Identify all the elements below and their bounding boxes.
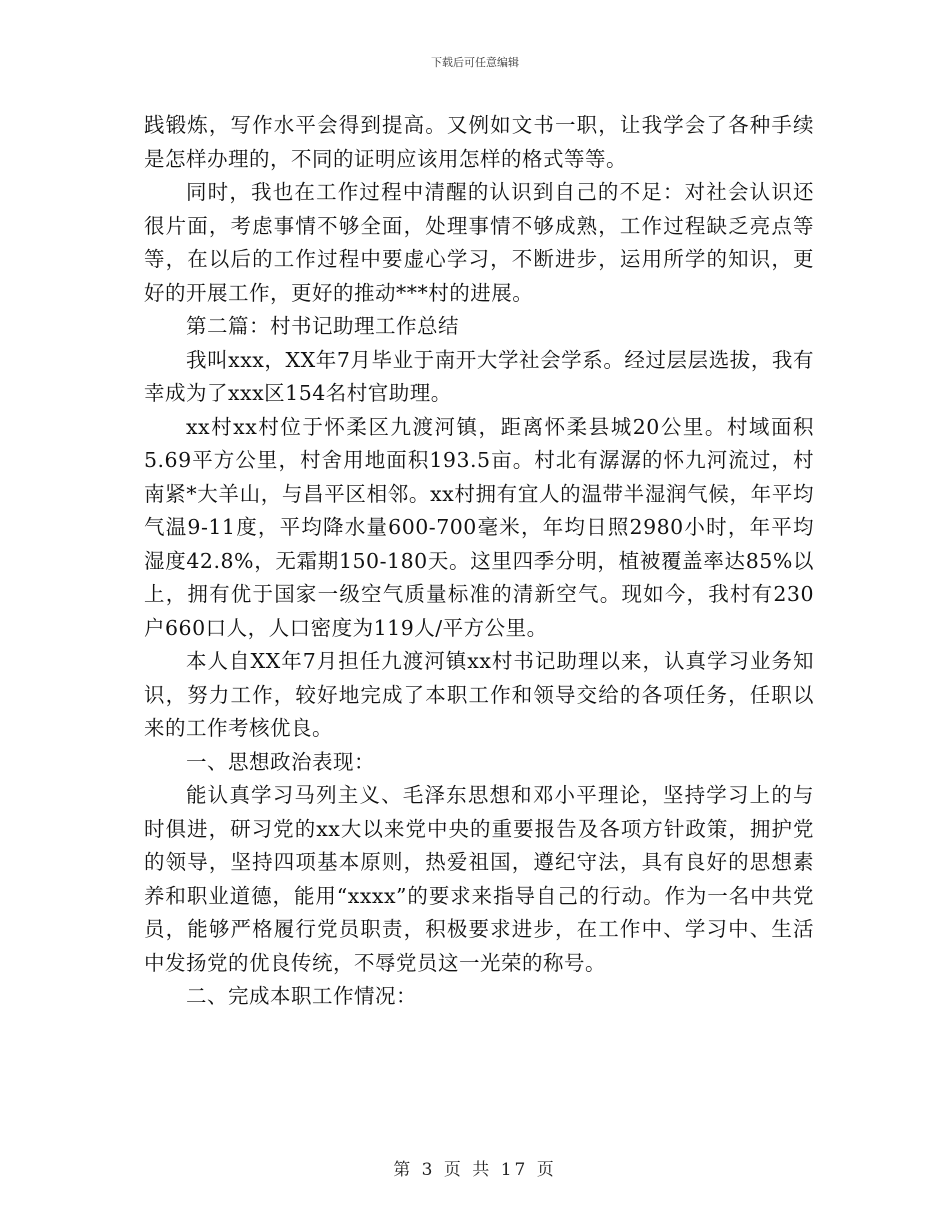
paragraph-summary: 本人自XX年7月担任九渡河镇xx村书记助理以来，认真学习业务知识，努力工作，较好地完成了本职工作和领导交给的各项任务，任职以来的工作考核优良。 [144, 649, 814, 740]
paragraph-political: 能认真学习马列主义、毛泽东思想和邓小平理论，坚持学习上的与时俱进，研习党的xx大以来党中央的重要报告及各项方针政策，拥护党的领导，坚持四项基本原则，热爱祖国，遵纪守法，具有良好的思想素养和职业道德，能用“xxxx”的要求来指导自己的行动。作为一名中共党员，能够严格履行党员职责，积极要求进步，在工作中、学习中、生活中发扬党的优良传统，不辱党员这一光荣的称号。 [144, 783, 814, 975]
section-heading-2: 第二篇：村书记助理工作总结 [186, 314, 459, 338]
paragraph-1: 践锻炼，写作水平会得到提高。又例如文书一职，让我学会了各种手续是怎样办理的，不同的证明应该用怎样的格式等等。 [144, 113, 814, 171]
subheading-political: 一、思想政治表现： [186, 749, 375, 774]
document-body [144, 109, 814, 1014]
page-number-footer: 第 3 页 共 17 页 [393, 1160, 557, 1180]
paragraph-intro: 我叫xxx，XX年7月毕业于南开大学社会学系。经过层层选拔，我有幸成为了xxx区154名村官助理。 [144, 347, 814, 405]
paragraph-2: 同时，我也在工作过程中清醒的认识到自己的不足：对社会认识还很片面，考虑事情不够全面，处理事情不够成熟，工作过程缺乏亮点等等，在以后的工作过程中要虚心学习，不断进步，运用所学的知识，更好的开展工作，更好的推动***村的进展。 [144, 180, 814, 305]
page-header-note: 下载后可任意编辑 [431, 56, 519, 69]
paragraph-village: xx村xx村位于怀柔区九渡河镇，距离怀柔县城20公里。村域面积5.69平方公里，村舍用地面积193.5亩。村北有潺潺的怀九河流过，村南紧*大羊山，与昌平区相邻。xx村拥有宜人的温带半湿润气候，年平均气温9-11度，平均降水量600-700毫米，年均日照2980小时，年平均湿度42.8%，无霜期150-180天。这里四季分明，植被覆盖率达85%以上，拥有优于国家一级空气质量标准的清新空气。现如今，我村有230户660口人，人口密度为119人/平方公里。 [144, 414, 814, 640]
subheading-duties: 二、完成本职工作情况： [186, 984, 417, 1008]
